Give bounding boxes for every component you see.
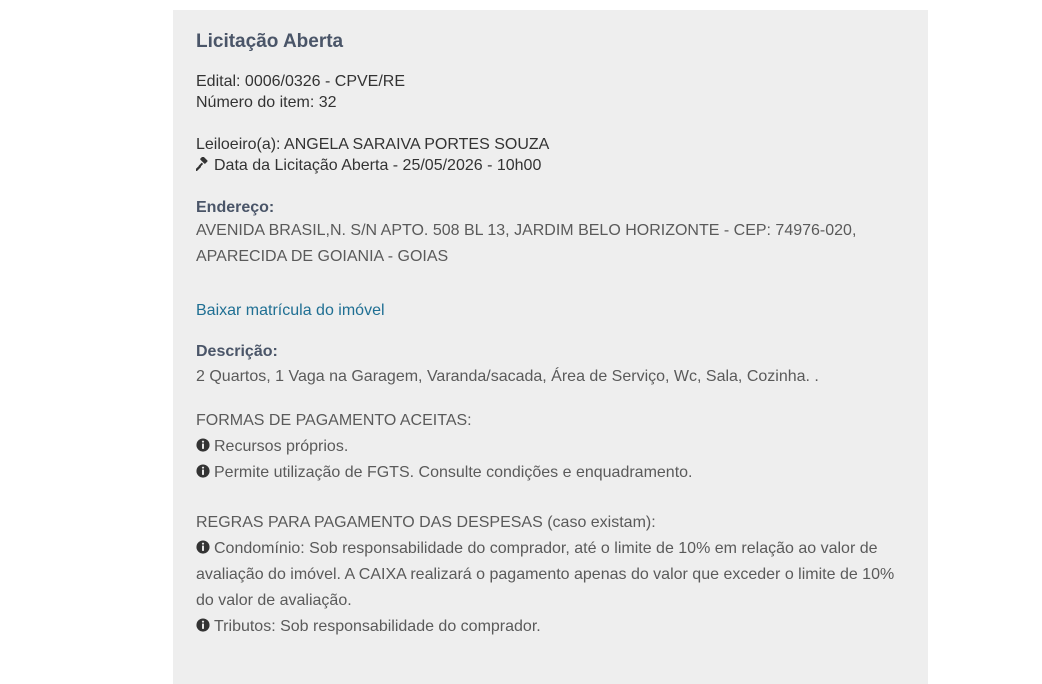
info-circle-icon [196,618,210,632]
payment-methods-block [196,408,908,486]
address-block [196,197,908,270]
expenses-heading: REGRAS PARA PAGAMENTO DAS DESPESAS (caso existam): [196,514,656,531]
gavel-icon [196,157,210,171]
property-details-panel [173,10,928,684]
download-registration-link[interactable]: Baixar matrícula do imóvel [196,302,385,319]
payment-item-text: Permite utilização de FGTS. Consulte condições e enquadramento. [214,464,693,481]
edital-block [196,71,908,113]
address-value: AVENIDA BRASIL,N. S/N APTO. 508 BL 13, JARDIM BELO HORIZONTE - CEP: 74976-020, APARECIDA DE GOIANIA - GOIAS [196,222,857,265]
expense-item [196,614,908,640]
payment-heading: FORMAS DE PAGAMENTO ACEITAS: [196,412,472,429]
description-value: 2 Quartos, 1 Vaga na Garagem, Varanda/sacada, Área de Serviço, Wc, Sala, Cozinha. . [196,368,819,385]
expense-item-text: Condomínio: Sob responsabilidade do comprador, até o limite de 10% em relação ao valor de avaliação do imóvel. A CAIXA realizará o pagamento apenas do valor que exceder o limite de 10% do valor de avaliação. [196,540,895,609]
page-title: Licitação Aberta [196,31,344,52]
auction-info-block [196,134,908,176]
payment-item [196,434,908,460]
expense-item [196,536,908,614]
item-number-text: Número do item: 32 [196,94,337,111]
address-label: Endereço: [196,199,275,216]
auction-date-text: Data da Licitação Aberta - 25/05/2026 - 10h00 [214,157,542,174]
expenses-rules-block [196,510,908,640]
info-circle-icon [196,464,210,478]
payment-item [196,460,908,486]
info-circle-icon [196,540,210,554]
edital-text: Edital: 0006/0326 - CPVE/RE [196,73,406,90]
description-block [196,341,908,387]
description-label: Descrição: [196,343,278,360]
expense-item-text: Tributos: Sob responsabilidade do comprador. [214,618,541,635]
auction-date-row [196,155,908,176]
auctioneer-text: Leiloeiro(a): ANGELA SARAIVA PORTES SOUZA [196,136,550,153]
download-block [196,300,908,321]
info-circle-icon [196,438,210,452]
payment-item-text: Recursos próprios. [214,438,349,455]
